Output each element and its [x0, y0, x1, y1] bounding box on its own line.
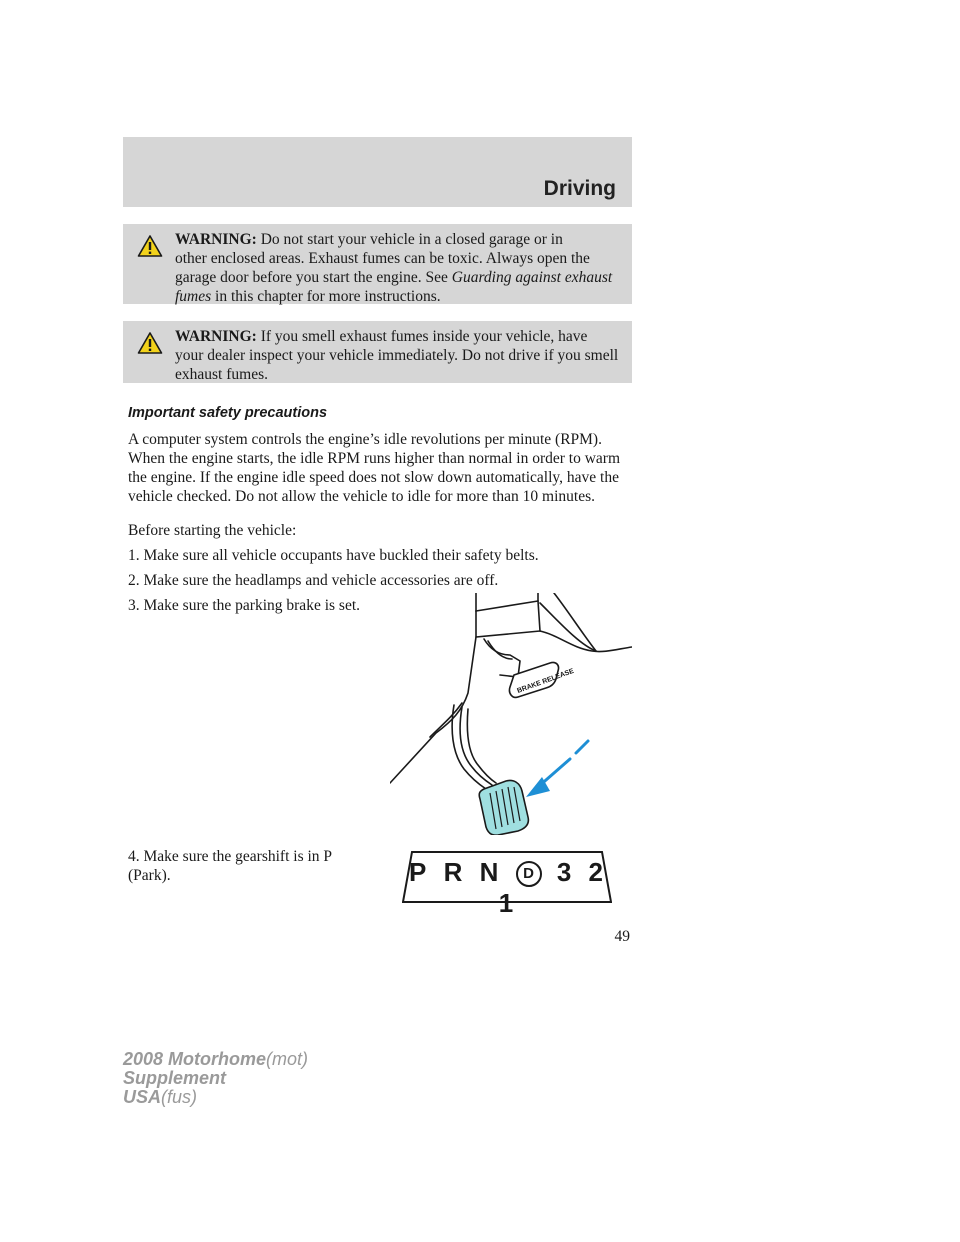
- step-3: 3. Make sure the parking brake is set.: [128, 597, 361, 614]
- warning-box-exhaust-fumes: [123, 321, 632, 383]
- step-1: 1. Make sure all vehicle occupants have buckled their safety belts.: [128, 547, 539, 564]
- gear-1: 1: [498, 888, 516, 918]
- before-starting-label: Before starting the vehicle:: [128, 522, 297, 539]
- warning-text: If you smell exhaust fumes inside your vehicle, have: [260, 328, 588, 345]
- footer-region: USA: [123, 1087, 162, 1107]
- section-title: Driving: [543, 177, 616, 200]
- warning-box-garage: [123, 224, 632, 304]
- section-heading: Important safety precautions: [128, 405, 328, 421]
- gear-n: N: [479, 857, 501, 887]
- step-2: 2. Make sure the headlamps and vehicle accessories are off.: [128, 572, 499, 589]
- page-number: 49: [614, 928, 630, 945]
- warning-text: in this chapter for more instructions.: [211, 288, 441, 305]
- footer-title: 2008 Motorhome: [123, 1049, 267, 1069]
- cross-reference-link[interactable]: Guarding against exhaust fumes: [175, 269, 613, 305]
- footer-code: (mot): [266, 1049, 309, 1069]
- warning-text: your dealer inspect your vehicle immediately. Do not drive if you smell exhaust fumes.: [175, 347, 619, 383]
- footer-region-code: (fus): [161, 1087, 198, 1107]
- step-4: 4. Make sure the gearshift is in P (Park).: [128, 848, 332, 884]
- footer: [123, 1050, 308, 1107]
- warning-label: WARNING:: [175, 231, 257, 248]
- parking-brake-pedal: [479, 780, 528, 835]
- arrow-pointer: [526, 741, 588, 797]
- brake-release-label: BRAKE RELEASE: [516, 667, 575, 695]
- gear-d-selected: D: [516, 861, 542, 887]
- footer-line-2: Supplement: [123, 1068, 227, 1088]
- warning-text: other enclosed areas. Exhaust fumes can be toxic. Always open the garage door before you start the engine. See: [175, 250, 590, 286]
- parking-brake-illustration: [390, 593, 632, 835]
- warning-text: Do not start your vehicle in a closed garage or in: [260, 231, 563, 248]
- gear-r: R: [443, 857, 465, 887]
- gear-3: 3: [556, 857, 574, 887]
- gear-p: P: [408, 857, 429, 887]
- intro-paragraph: A computer system controls the engine’s idle revolutions per minute (RPM). When the engine starts, the idle RPM runs higher than normal in order to warm the engine. If the engine idle speed does not slow down automatically, have the vehicle checked. Do not allow the vehicle to idle for more than 10 minutes.: [128, 431, 621, 505]
- gear-indicator: [402, 851, 612, 918]
- section-header: [123, 137, 632, 207]
- warning-label: WARNING:: [175, 328, 257, 345]
- warning-triangle-icon: [137, 234, 163, 258]
- warning-triangle-icon: [137, 331, 163, 355]
- gear-2: 2: [588, 857, 605, 887]
- gear-letters: [402, 857, 612, 919]
